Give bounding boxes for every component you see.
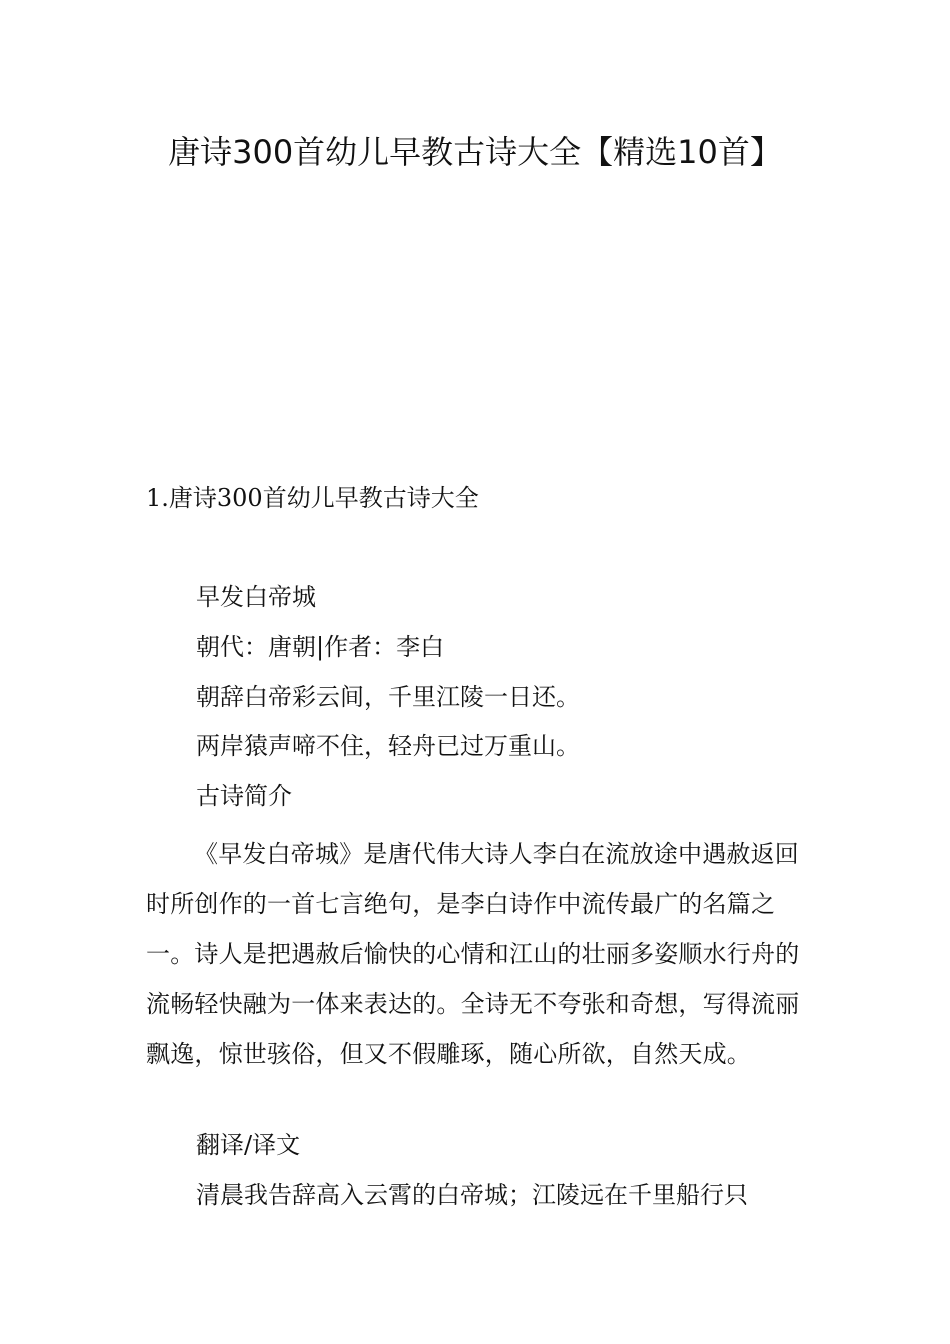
poem-title: 早发白帝城 xyxy=(196,583,316,611)
poem-line-2: 两岸猿声啼不住，轻舟已过万重山。 xyxy=(196,732,580,760)
translation-text: 清晨我告辞高入云霄的白帝城；江陵远在千里船行只 xyxy=(196,1181,748,1209)
intro-heading: 古诗简介 xyxy=(196,782,292,810)
translation-heading: 翻译/译文 xyxy=(196,1131,301,1159)
document-title: 唐诗300首幼儿早教古诗大全【精选10首】 xyxy=(168,133,782,171)
poem-line-1: 朝辞白帝彩云间，千里江陵一日还。 xyxy=(196,683,580,711)
section-heading: 1.唐诗300首幼儿早教古诗大全 xyxy=(146,484,479,512)
intro-paragraph: 《早发白帝城》是唐代伟大诗人李白在流放途中遇赦返回时所创作的一首七言绝句，是李白诗作中流传最广的名篇之一。诗人是把遇赦后愉快的心情和江山的壮丽多姿顺水行舟的流畅轻快融为一体来表达的。全诗无不夸张和奇想，写得流丽飘逸，惊世骇俗，但又不假雕琢，随心所欲，自然天成。 xyxy=(146,840,800,1068)
poem-meta: 朝代：唐朝|作者：李白 xyxy=(196,633,445,661)
